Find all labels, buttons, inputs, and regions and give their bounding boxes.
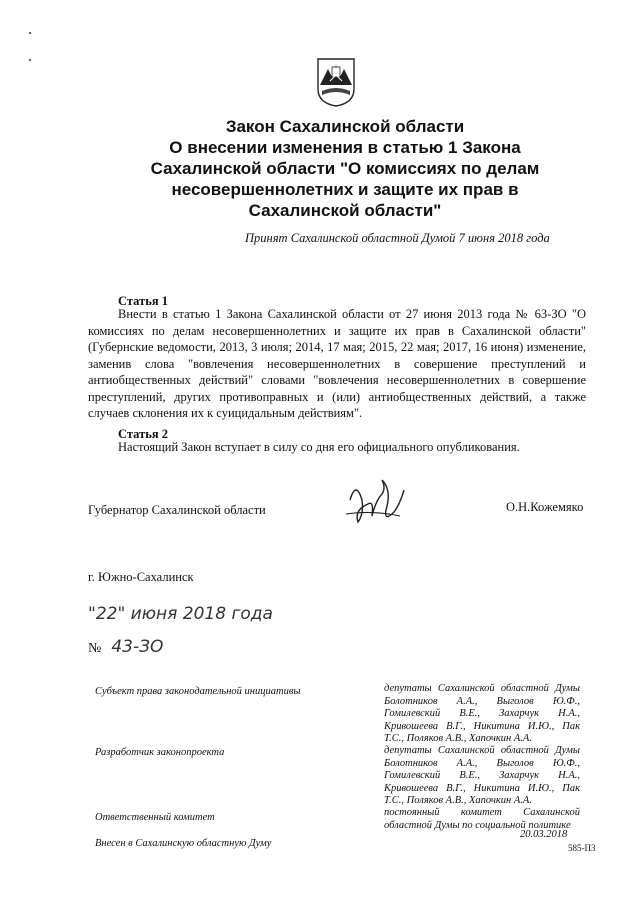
article-2-heading: Статья 2 [118,427,168,441]
label-committee: Ответственный комитет [95,812,215,823]
number-sign: № [88,641,102,656]
title-line: О внесении изменения в статью 1 Закона [169,138,521,157]
article-2-text: Настоящий Закон вступает в силу со дня его официального опубликования. [118,440,520,454]
law-number [88,637,163,657]
developer-value: депутаты Сахалинской областной Думы Болотников А.А., Выголов Ю.Ф., Гомилевский В.Е., Захарчук Н.А., Кривошеева В.Г., Никитина И.Ю., Пак Т.С., Поляков А.В., Хапочкин А.А. [384,745,580,807]
handwritten-number: 43-ЗО [111,637,164,657]
title-line: Закон Сахалинской области [225,117,465,136]
adoption-note: Принят Сахалинской областной Думой 7 июня 2018 года [245,231,550,245]
scan-dots [28,30,32,70]
governor-title: Губернатор Сахалинской области [88,503,266,517]
city: г. Южно-Сахалинск [88,570,194,584]
title-line: Сахалинской области" [248,201,442,220]
signature-icon [342,470,412,532]
title-line: несовершеннолетних и защите их прав в [171,180,519,199]
title-line: Сахалинской области "О комиссиях по делам [150,159,540,178]
article-1-text: Внести в статью 1 Закона Сахалинской области от 27 июня 2013 года № 63-ЗО "О комиссиях по делам несовершеннолетних и защите их прав в Сахалинской области" (Губернские ведомости, 2013, 3 июля; 2014, 17 мая; 2015, 22 мая; 2017, 16 июня) изменение, заменив слова "вовлечения несовершеннолетних в совершение преступлений и антиобщественных действий" словами "вовлечения несовершеннолетних в совершение преступлений, других противоправных и (или) антиобщественных действий, а также случаев склонения их к суицидальным действиям". [88,307,586,420]
law-title [110,116,580,221]
committee-value: постоянный комитет Сахалинской областной Думы по социальной политике [384,807,580,831]
handwritten-date: "22" июня 2018 года [88,604,273,624]
label-submitted: Внесен в Сахалинскую областную Думу [95,838,272,849]
initiative-value: депутаты Сахалинской областной Думы Болотников А.А., Выголов Ю.Ф., Гомилевский В.Е., Захарчук Н.А., Кривошеева В.Г., Никитина И.Ю., Пак Т.С., Поляков А.В., Хапочкин А.А. [384,683,580,745]
submitted-date: 20.03.2018 [520,829,568,840]
document-code: 585-П3 [568,843,596,853]
coat-of-arms-icon [316,55,356,107]
governor-name: О.Н.Кожемяко [506,500,584,514]
article-1-heading: Статья 1 [118,294,168,308]
label-developer: Разработчик законопроекта [95,747,225,758]
label-initiative: Субъект права законодательной инициативы [95,686,301,697]
